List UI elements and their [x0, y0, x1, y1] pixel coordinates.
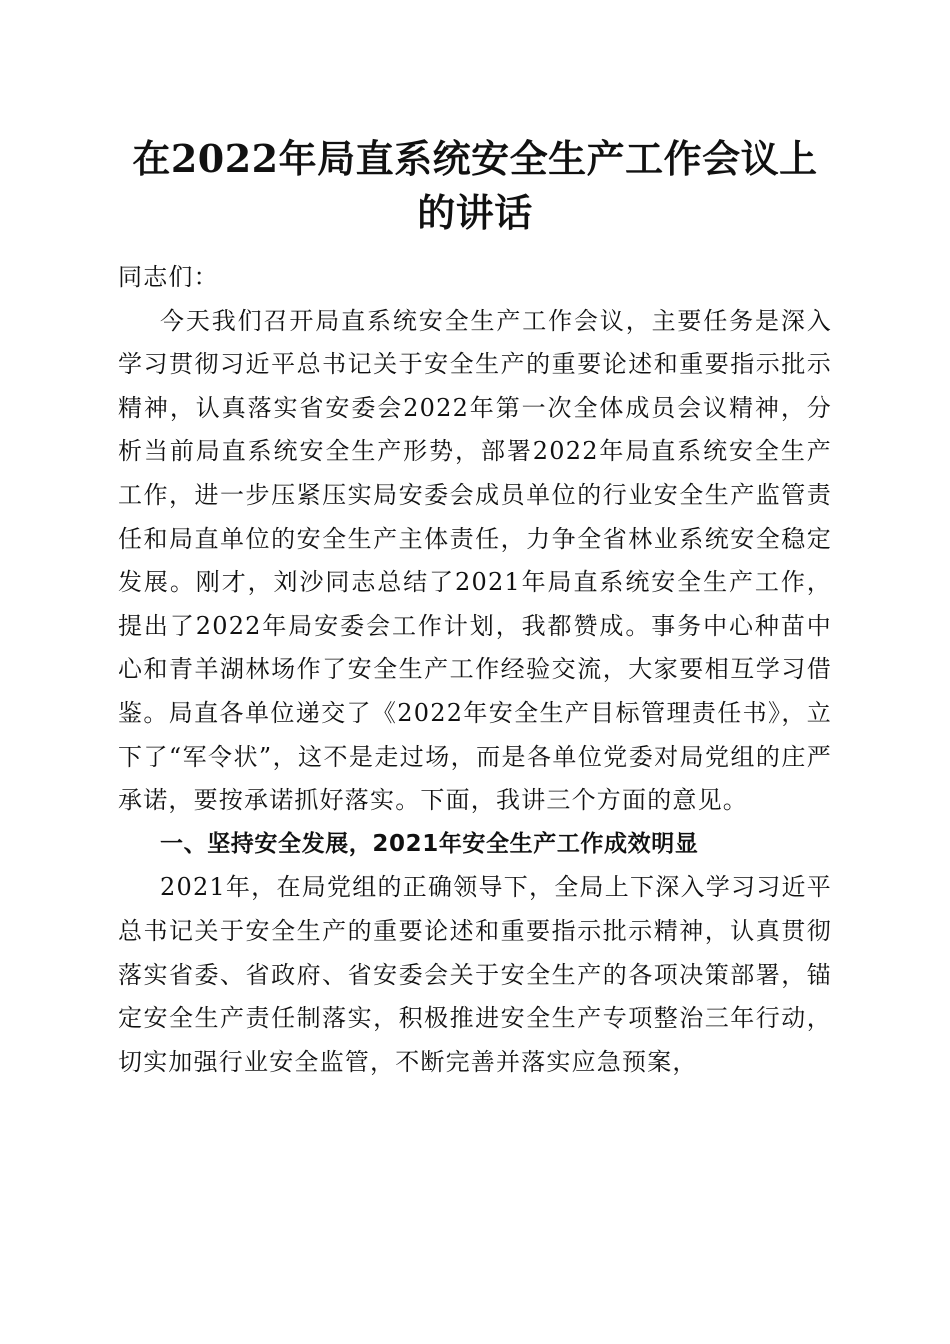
- document-title: 在2022年局直系统安全生产工作会议上的讲话: [132, 136, 818, 235]
- section-heading-1: 一、坚持安全发展，2021年安全生产工作成效明显: [160, 830, 699, 857]
- salutation: 同志们：: [118, 263, 219, 291]
- section-1-paragraph: 2021年，在局党组的正确领导下，全局上下深入学习习近平总书记关于安全生产的重要论述和重要指示批示精神，认真贯彻落实省委、省政府、省安委会关于安全生产的各项决策部署，锚定安全生产责任制落实，积极推进安全生产专项整治三年行动，切实加强行业安全监管，不断完善并落实应急预案，: [118, 873, 832, 1076]
- intro-paragraph: 今天我们召开局直系统安全生产工作会议，主要任务是深入学习贯彻习近平总书记关于安全生产的重要论述和重要指示批示精神，认真落实省安委会2022年第一次全体成员会议精神，分析当前局直系统安全生产形势，部署2022年局直系统安全生产工作，进一步压紧压实局安委会成员单位的行业安全生产监管责任和局直单位的安全生产主体责任，力争全省林业系统安全稳定发展。刚才，刘沙同志总结了2021年局直系统安全生产工作，提出了2022年局安委会工作计划，我都赞成。事务中心种苗中心和青羊湖林场作了安全生产工作经验交流，大家要相互学习借鉴。局直各单位递交了《2022年安全生产目标管理责任书》，立下了“军令状”，这不是走过场，而是各单位党委对局党组的庄严承诺，要按承诺抓好落实。下面，我讲三个方面的意见。: [118, 306, 832, 815]
- document-body: [118, 256, 832, 1084]
